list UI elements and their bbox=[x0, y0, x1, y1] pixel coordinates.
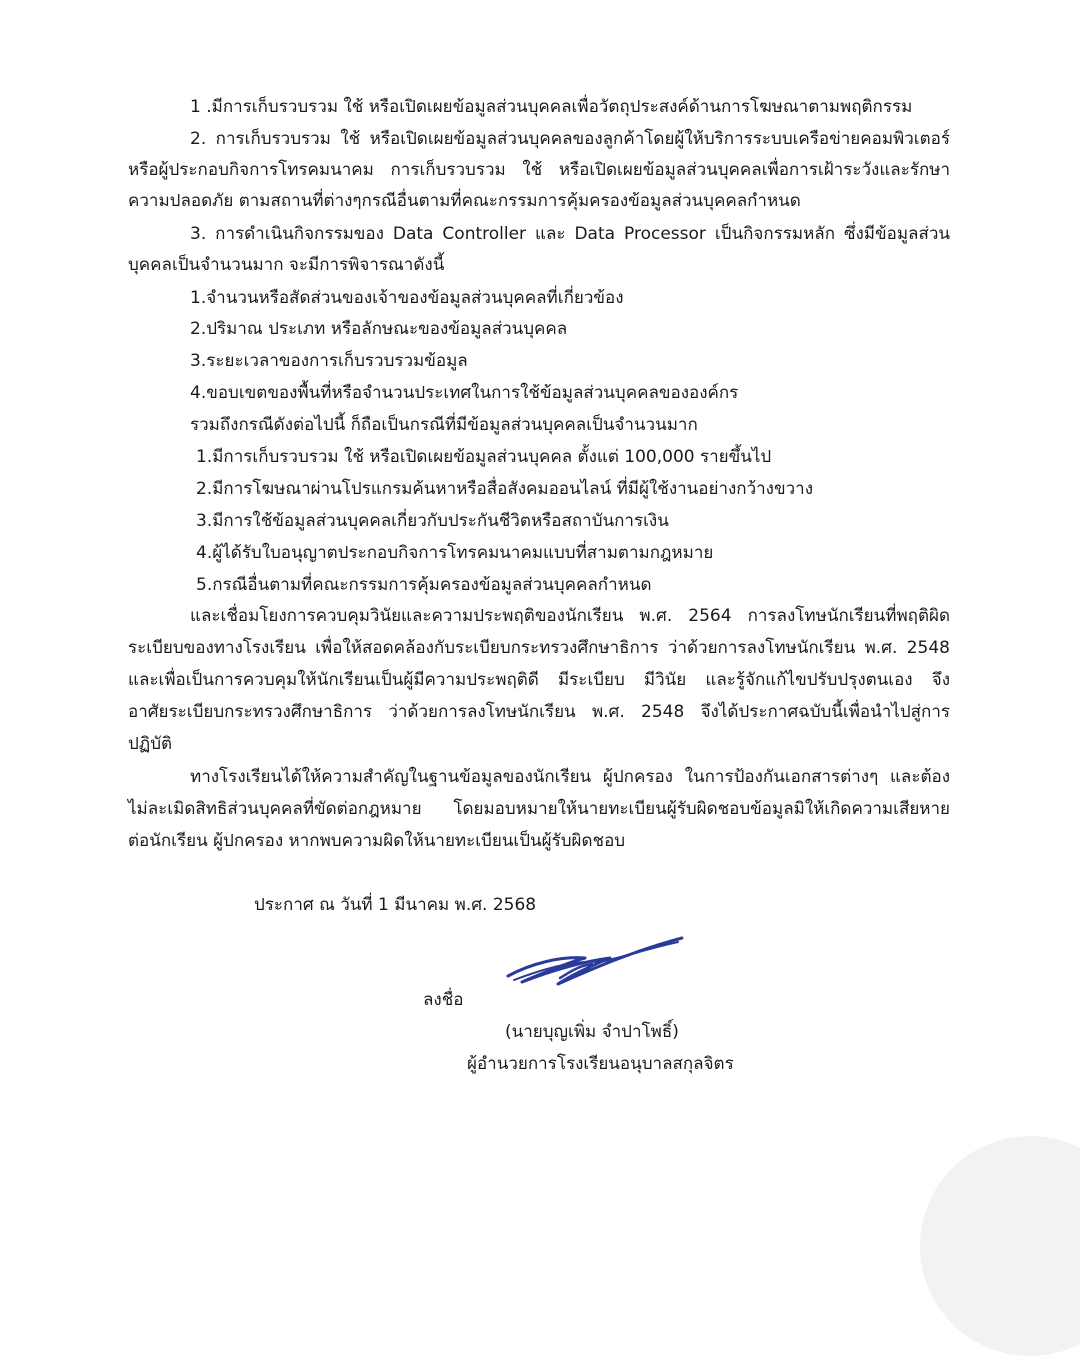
item-2-line-2: หรือผู้ประกอบกิจการโทรคมนาคม การเก็บรวบรวม ใช้ หรือเปิดเผยข้อมูลส่วนบุคคลเพื่อการเฝ้าระวังและรักษา bbox=[128, 160, 950, 180]
case-2: 2.มีการโฆษณาผ่านโปรแกรมค้นหาหรือสื่อสังคมออนไลน์ ที่มีผู้ใช้งานอย่างกว้างขวาง bbox=[196, 479, 813, 499]
discipline-line-4: อาศัยระเบียบกระทรวงศึกษาธิการ ว่าด้วยการลงโทษนักเรียน พ.ศ. 2548 จึงได้ประกาศฉบับนี้เพื่อนำไปสู่การ bbox=[128, 702, 950, 722]
criteria-2: 2.ปริมาณ ประเภท หรือลักษณะของข้อมูลส่วนบุคคล bbox=[190, 319, 568, 339]
discipline-line-2: ระเบียบของทางโรงเรียน เพื่อให้สอดคล้องกับระเบียบกระทรวงศึกษาธิการ ว่าด้วยการลงโทษนักเรียน พ.ศ. 2548 bbox=[128, 638, 950, 658]
item-1-behavioral-ads: 1 .มีการเก็บรวบรวม ใช้ หรือเปิดเผยข้อมูลส่วนบุคคลเพื่อวัตถุประสงค์ด้านการโฆษณาตามพฤติกรรม bbox=[190, 97, 913, 117]
criteria-3: 3.ระยะเวลาของการเก็บรวบรวมข้อมูล bbox=[190, 351, 468, 371]
criteria-intro: รวมถึงกรณีดังต่อไปนี้ ก็ถือเป็นกรณีที่มีข้อมูลส่วนบุคคลเป็นจำนวนมาก bbox=[190, 415, 698, 435]
announcement-date: ประกาศ ณ วันที่ 1 มีนาคม พ.ศ. 2568 bbox=[254, 895, 537, 915]
item-3-line-1: 3. การดำเนินกิจกรรมของ Data Controller และ Data Processor เป็นกิจกรรมหลัก ซึ่งมีข้อมูลส่วน bbox=[190, 224, 950, 244]
criteria-4: 4.ขอบเขตของพื้นที่หรือจำนวนประเทศในการใช้ข้อมูลส่วนบุคคลขององค์กร bbox=[190, 383, 739, 403]
discipline-line-5: ปฏิบัติ bbox=[128, 734, 173, 754]
signer-name: (นายบุญเพิ่ม จำปาโพธิ์) bbox=[505, 1022, 679, 1042]
item-2-line-1: 2. การเก็บรวบรวม ใช้ หรือเปิดเผยข้อมูลส่วนบุคคลของลูกค้าโดยผู้ให้บริการระบบเครือข่ายคอมพิวเตอร์ bbox=[190, 129, 950, 149]
case-4: 4.ผู้ได้รับใบอนุญาตประกอบกิจการโทรคมนาคมแบบที่สามตามกฎหมาย bbox=[196, 543, 714, 563]
item-3-line-2: บุคคลเป็นจำนวนมาก จะมีการพิจารณาดังนี้ bbox=[128, 255, 445, 275]
signature-image bbox=[500, 928, 690, 998]
privacy-line-3: ต่อนักเรียน ผู้ปกครอง หากพบความผิดให้นายทะเบียนเป็นผู้รับผิดชอบ bbox=[128, 831, 626, 851]
discipline-line-3: และเพื่อเป็นการควบคุมให้นักเรียนเป็นผู้มีความประพฤติดี มีระเบียบ มีวินัย และรู้จักแก้ไขปรับปรุงตนเอง จึง bbox=[128, 670, 950, 690]
page-corner-shadow bbox=[920, 1136, 1080, 1356]
discipline-line-1: และเชื่อมโยงการควบคุมวินัยและความประพฤติของนักเรียน พ.ศ. 2564 การลงโทษนักเรียนที่พฤติผิด bbox=[190, 606, 950, 626]
case-5: 5.กรณีอื่นตามที่คณะกรรมการคุ้มครองข้อมูลส่วนบุคคลกำหนด bbox=[196, 575, 652, 595]
privacy-line-1: ทางโรงเรียนได้ให้ความสำคัญในฐานข้อมูลของนักเรียน ผู้ปกครอง ในการป้องกันเอกสารต่างๆ และต้อง bbox=[190, 767, 950, 787]
criteria-1: 1.จำนวนหรือสัดส่วนของเจ้าของข้อมูลส่วนบุคคลที่เกี่ยวข้อง bbox=[190, 288, 624, 308]
privacy-line-2: ไม่ละเมิดสิทธิส่วนบุคคลที่ขัดต่อกฎหมาย โดยมอบหมายให้นายทะเบียนผู้รับผิดชอบข้อมูลมิให้เกิดความเสียหาย bbox=[128, 799, 950, 819]
item-2-line-3: ความปลอดภัย ตามสถานที่ต่างๆกรณีอื่นตามที่คณะกรรมการคุ้มครองข้อมูลส่วนบุคคลกำหนด bbox=[128, 191, 801, 211]
case-3: 3.มีการใช้ข้อมูลส่วนบุคคลเกี่ยวกับประกันชีวิตหรือสถาบันการเงิน bbox=[196, 511, 669, 531]
sign-label: ลงชื่อ bbox=[423, 990, 464, 1010]
signer-title: ผู้อำนวยการโรงเรียนอนุบาลสกุลจิตร bbox=[467, 1054, 734, 1074]
case-1: 1.มีการเก็บรวบรวม ใช้ หรือเปิดเผยข้อมูลส่วนบุคคล ตั้งแต่ 100,000 รายขึ้นไป bbox=[196, 447, 772, 467]
